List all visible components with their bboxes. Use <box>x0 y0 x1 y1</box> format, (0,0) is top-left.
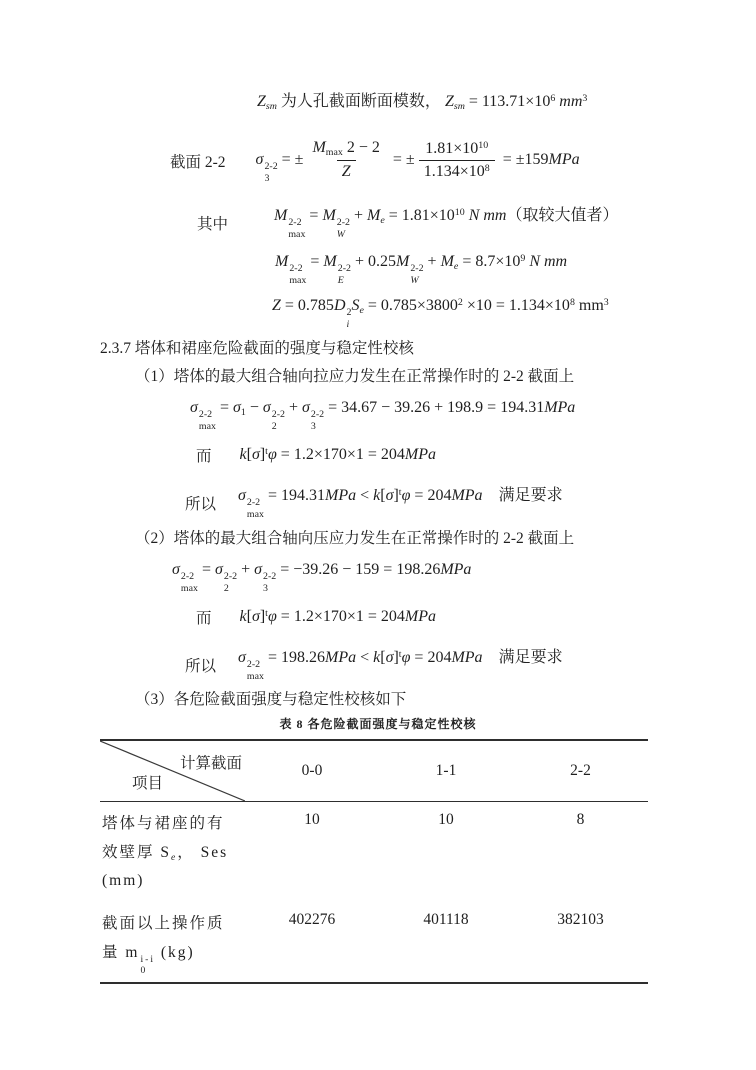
math-token: k <box>373 649 381 666</box>
math-token: MPa <box>451 649 483 666</box>
math-token: ]$^t$ <box>259 445 268 463</box>
sigma-max-compression-formula <box>172 560 471 594</box>
math-token: ]$^t$ <box>393 649 402 666</box>
math-token: m i-i 0 <box>125 943 155 977</box>
math-token: σ <box>385 649 394 666</box>
math-token: M 2-2 W <box>396 253 424 286</box>
er-line-2 <box>196 606 436 628</box>
math-token: $1.134\times 10^8$ <box>423 162 490 180</box>
math-token: + <box>423 253 441 270</box>
suoyi-label-1: 所以 <box>185 496 217 514</box>
math-token: Z <box>341 163 351 181</box>
item-2-paragraph: （2）塔体的最大组合轴向压应力发生在正常操作时的 2-2 截面上 <box>135 530 575 547</box>
math-token: M 2-2 max <box>274 207 306 240</box>
math-token: Ses (mm) <box>102 843 229 890</box>
math-token: MPa <box>548 150 580 168</box>
math-token: M 2-2 E <box>323 253 351 286</box>
column-header-1-1: 1-1 <box>435 762 457 779</box>
item-1-paragraph: （1）塔体的最大组合轴向拉应力发生在正常操作时的 2-2 截面上 <box>135 368 575 385</box>
where-line <box>197 206 619 240</box>
math-token: M 2-2 W <box>322 207 350 240</box>
math-token: k <box>239 607 247 625</box>
math-token: N mm <box>525 253 568 270</box>
math-token: ]$^t$ <box>259 607 268 625</box>
math-token: σ 2-2 max <box>238 487 264 520</box>
math-token: = $1.81\times 10^{10}$ <box>384 207 465 224</box>
allowable-stress-formula-2 <box>240 607 436 628</box>
math-token: MPa <box>451 487 483 504</box>
sigma-max-tension-formula <box>190 398 575 432</box>
er-label-2: 而 <box>196 610 212 627</box>
section-2-2-line <box>170 138 580 184</box>
math-token: σ <box>385 487 394 504</box>
mmax-wind-formula <box>274 206 618 240</box>
math-token: Se <box>351 297 364 316</box>
table-8-caption: 表 8 各危险截面强度与稳定性校核 <box>279 717 477 731</box>
math-token: Me <box>440 253 459 272</box>
math-token: σ <box>251 607 260 625</box>
math-token: MPa <box>404 607 436 625</box>
denominator <box>419 160 495 182</box>
cell-value: 402276 <box>288 911 336 929</box>
math-token: σ 2-2 max <box>172 561 198 594</box>
math-token: + <box>349 207 368 224</box>
suoyi-line-2 <box>185 648 563 682</box>
math-token: = 194.31 <box>263 487 325 504</box>
math-token: σ 2-2 max <box>238 649 264 682</box>
math-token: $\times 10 = 1.134\times 10^8$ <box>462 297 575 314</box>
math-token: = ±159 <box>498 150 549 168</box>
math-token: = $8.7\times 10^9$ <box>458 253 526 270</box>
cell-value: 10 <box>438 811 454 828</box>
section-2-2-label: 截面 2-2 <box>170 154 226 172</box>
tension-check-formula <box>238 486 563 520</box>
math-token: = $113.71\times 10^6$ <box>464 93 556 110</box>
math-token: N mm <box>464 207 507 224</box>
cell-value: 8 <box>576 811 585 828</box>
where-label: 其中 <box>197 216 229 234</box>
math-token: [ <box>246 445 252 463</box>
corner-bottom-label: 项目 <box>132 775 164 792</box>
math-token: MPa <box>440 561 472 578</box>
math-token: = <box>197 561 215 578</box>
math-token: MPa <box>404 445 436 463</box>
math-token: σ 2-2 2 <box>214 561 238 594</box>
math-token: σ 2-2 max <box>190 399 216 432</box>
sigma3-formula <box>256 138 580 184</box>
cell-value: 10 <box>304 811 320 828</box>
math-token: + <box>284 399 302 416</box>
cell-value: 382103 <box>557 911 604 929</box>
row-label-wall-thickness <box>100 802 245 902</box>
math-token: = 1.2×170×1 = 204 <box>276 445 405 463</box>
math-token: (kg) <box>154 943 195 961</box>
item-3-paragraph: （3）各危险截面强度与稳定性校核如下 <box>135 691 407 708</box>
math-token: MPa <box>325 649 357 666</box>
numerator <box>420 139 493 160</box>
math-token: = 198.26 <box>263 649 325 666</box>
math-token: M 2-2 max <box>275 253 307 286</box>
section-heading-2-3-7: 2.3.7 塔体和裙座危险截面的强度与稳定性校核 <box>100 340 414 357</box>
math-token: Zsm <box>257 93 277 112</box>
math-token: Mmax <box>312 139 343 158</box>
math-token: + 0.25 <box>350 253 396 270</box>
math-token: σ <box>251 445 260 463</box>
math-token: 满足要求 <box>482 649 563 666</box>
math-token: $mm^3$ <box>574 297 609 314</box>
math-token: σ1 <box>232 399 246 418</box>
math-token: = 34.67 − 39.26 + 198.9 = 194.31 <box>324 399 545 416</box>
cell-value: 401118 <box>423 911 469 929</box>
math-token: − <box>245 399 263 416</box>
math-token: ， <box>177 843 195 861</box>
math-token: D 2 i <box>333 297 352 330</box>
math-token: ]$^t$ <box>393 487 402 504</box>
mmax-seismic-formula <box>275 252 567 286</box>
math-token: （取较大值者） <box>506 207 619 224</box>
suoyi-line-1 <box>185 486 563 520</box>
math-token: φ <box>267 607 277 625</box>
column-header-2-2: 2-2 <box>570 762 591 779</box>
math-token: k <box>373 487 381 504</box>
math-token: 为人孔截面断面模数， <box>276 93 445 110</box>
er-label-1: 而 <box>196 448 212 465</box>
math-token: [ <box>246 607 252 625</box>
math-token: < <box>356 487 374 504</box>
math-token: = 204 <box>410 649 452 666</box>
math-token: 满足要求 <box>482 487 563 504</box>
math-token: φ <box>401 649 411 666</box>
denominator <box>337 160 356 182</box>
math-token: Zsm <box>444 93 465 112</box>
math-token: 塔体与裙座的有效壁厚 <box>102 815 225 861</box>
table-corner-cell <box>100 741 245 801</box>
math-token: < <box>356 649 374 666</box>
math-token: = ± <box>388 150 415 168</box>
math-token: σ 2-2 3 <box>254 561 277 594</box>
math-token: [ <box>380 487 386 504</box>
row-label-operating-mass <box>100 902 245 982</box>
table-row-wall-thickness <box>100 802 648 902</box>
er-line-1 <box>196 444 436 466</box>
math-token: = 0.785 <box>280 297 334 314</box>
math-token: σ 2-2 2 <box>262 399 285 432</box>
math-token: = <box>305 207 323 224</box>
math-token: = <box>215 399 233 416</box>
z-formula <box>272 296 609 330</box>
math-token: 截面以上操作质量 <box>102 915 225 961</box>
fraction <box>307 138 384 182</box>
math-token: $mm^3$ <box>555 93 588 110</box>
math-token: = 204 <box>410 487 452 504</box>
math-token: $1.81\times 10^{10}$ <box>425 139 489 157</box>
compression-check-formula <box>238 648 563 682</box>
math-token: φ <box>401 487 411 504</box>
math-token: k <box>239 445 247 463</box>
math-token: = 1.2×170×1 = 204 <box>276 607 405 625</box>
column-header-0-0: 0-0 <box>301 762 323 779</box>
math-token: + <box>237 561 255 578</box>
math-token: σ 2-2 3 <box>255 150 278 184</box>
table-8 <box>100 739 648 984</box>
numerator <box>307 138 384 160</box>
math-token: = <box>306 253 324 270</box>
manhole-modulus-line <box>257 92 587 114</box>
math-token: MPa <box>325 487 357 504</box>
math-token: = $0.785\times 3800^2$ <box>363 297 463 314</box>
math-token: Se <box>160 843 178 863</box>
math-token: Z <box>272 297 281 314</box>
math-token: Me <box>367 207 385 226</box>
math-token: [ <box>380 649 386 666</box>
math-token: MPa <box>544 399 576 416</box>
math-token: φ <box>267 445 277 463</box>
allowable-stress-formula-1 <box>240 445 436 466</box>
math-token: = ± <box>277 150 304 168</box>
math-token: = −39.26 − 159 = 198.26 <box>276 561 441 578</box>
suoyi-label-2: 所以 <box>185 658 217 676</box>
table-row-operating-mass <box>100 902 648 982</box>
math-token: 2 − 2 <box>342 139 380 156</box>
math-token: σ 2-2 3 <box>302 399 325 432</box>
fraction <box>419 139 495 182</box>
table-8-header-row <box>100 741 648 802</box>
corner-top-label: 计算截面 <box>179 755 242 772</box>
